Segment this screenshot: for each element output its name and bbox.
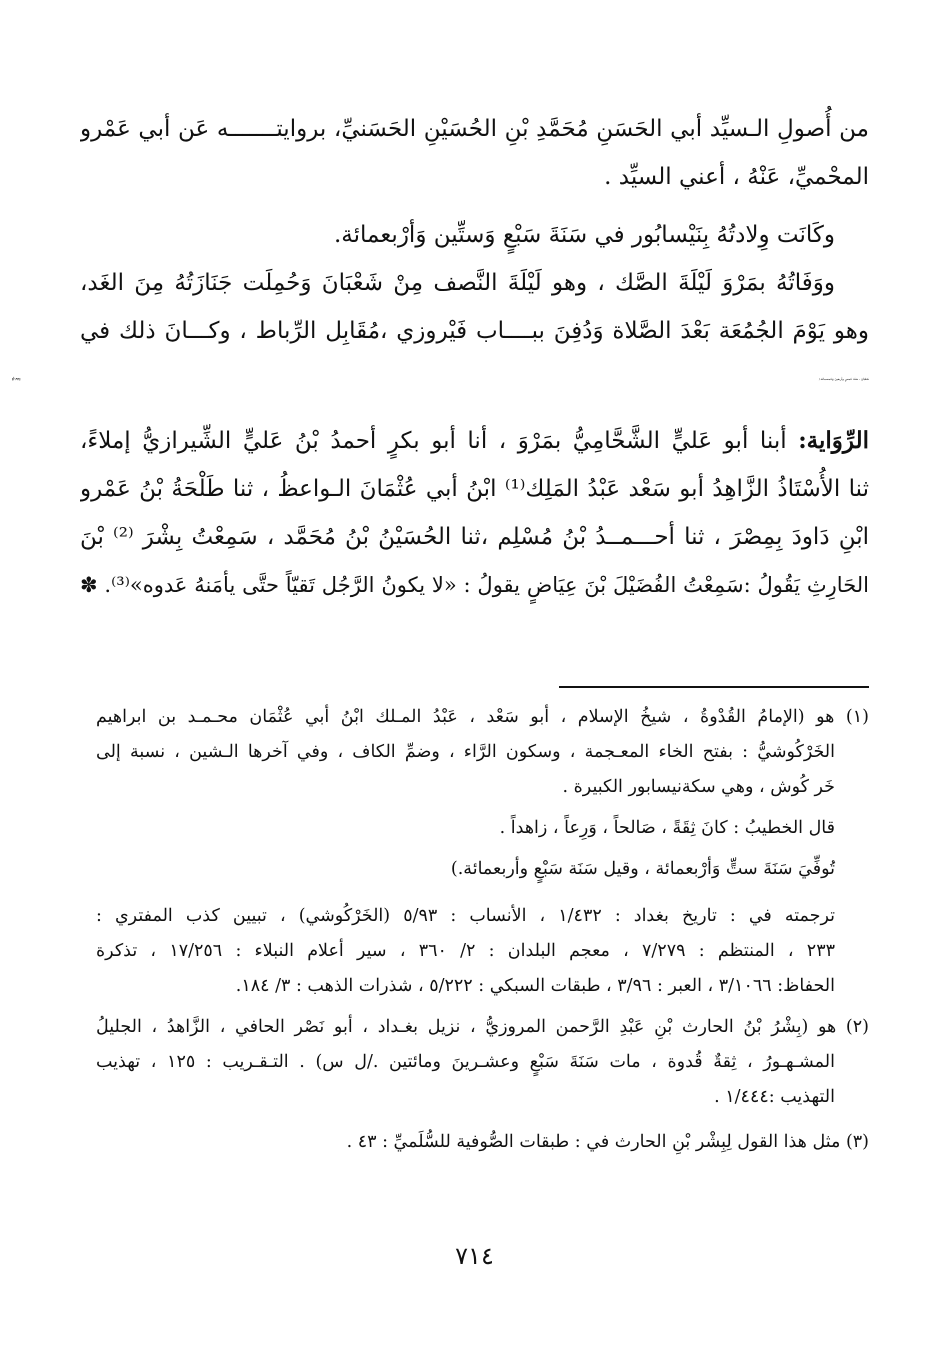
text-line: الحَارِثِ يَقُولُ :سَمِعْتُ الفُضَيْلَ بْنَ عِيَاضٍ يقولُ : «لا يكونُ الرَّجُل تَقيّاً حتَّى يأمَنهُ عَدوه»⁽³⁾. ✽ (80, 573, 869, 597)
text-line: من أُصولِ الـسيِّد أبي الحَسَنِ مُحَمَّدِ بْنِ الحُسَيْنِ الحَسَنيِّ، بروايتـــــــه عَن أبي عَمْرو (80, 116, 869, 142)
footnote-line: (١) هو (الإمامُ القُدْوةُ ، شيخُ الإسلام ، أبو سَعْد ، عَبْدُ المـلك ابْنُ أبي عُثْمَان محـمـد بن ابراهيم (96, 707, 869, 727)
footnote-line: قال الخطيبُ : كانَ ثِقَةً ، صَالحاً ، وَرِعاً ، زاهداً . (499, 818, 835, 838)
text-line (12, 355, 869, 403)
riwaya-label: الرِّوَاية: (798, 427, 869, 454)
text-segment: أبنا أبو عَليٍّ الشَّحَّامِيُّ بمَرْوَ ، أنا أبو بكرٍ أحمدُ بْنُ عَليٍّ الشِّيرازيُّ إملاءً، (80, 428, 799, 454)
main-text (12, 105, 869, 609)
footnote-line: الخَرْكُوشيُّ : بفتح الخاء المعـجمة ، وسكون الرَّاء ، وضمِّ الكاف ، وفي آخرها الـشين ، نسبة إلى (96, 742, 835, 762)
text-line: ووَفَاتُهُ بمَرْوَ لَيْلَةَ الصَّك ، وهو لَيْلَةَ النَّصف مِنْ شَعْبَانَ وَحُمِلَت جَنَازَتُهُ مِنَ الغَد، (80, 270, 835, 296)
text-line: ابْنِ دَاودَ بِمِصْرَ ، ثنا أحـــمــدُ بْنُ مُسْلِم ،ثنا الحُسَيْنُ بْنُ مُحَمَّد ، سَمِعْتُ بِشْرَ ⁽²⁾ بْنَ (80, 524, 869, 550)
footnotes (96, 700, 869, 1160)
footnote-separator (559, 686, 869, 688)
footnote-line: ترجمته في : تاريخ بغداد : ١/٤٣٢ ، الأنساب : ٥/٩٣ (الخَرْكُوشي) ، تبيين كذب المفتري : (96, 906, 835, 926)
text-line: ثنا الأُسْتَاذُ الزَّاهِدُ أبو سَعْد عَبْدُ المَلِك⁽¹⁾ ابْنُ أبي عُثْمَانَ الـواعظُ ، ثنا طَلْحَةُ بْنُ عَمْرو (80, 476, 869, 502)
footnote-line: (٣) مثل هذا القول لِبِشْر بْنِ الحارث في : طبقات الصُّوفية للسُّلَميِّ : ٤٣ . (346, 1132, 869, 1152)
footnote-line: ٢٣٣ ، المنتظم : ٧/٢٧٩ ، معجم البلدان : ٢/ ٣٦٠ ، سير أعلام النبلاء : ١٧/٢٥٦ ، تذكرة (96, 941, 835, 961)
footnote-line: تُوفِّيَ سَنَةَ ستٍّ وَأرْبعمائة ، وقيل سَنَة سَبْعٍ وأربعمائة.) (450, 859, 835, 879)
text-line: وكَانَت وِلادتُهُ بِنَيْسابُور في سَنَةَ سَبْعٍ وَستِّين وَأرْبعمائة. (333, 222, 835, 248)
footnote-line: (٢) هو (بِشْرُ بْنُ الحارث بْنِ عَبْدِ الرَّحمن المروزيُّ ، نزيل بغـداد ، أبو نَصْر الحافي ، الزَّاهدُ ، الجليلُ (96, 1017, 869, 1037)
text-segment: شَعْبَانَ ، سَنَةَ خَمسٍ وأربعينَ وَخَمسمائة./ (818, 377, 869, 381)
folio-marker: [١٩٢أ] (12, 377, 21, 381)
page-number: ٧١٤ (455, 1242, 494, 1270)
footnote-line: المشـهـورُ ، ثِقةٌ قُدوة ، مات سَنَةَ سَبْعٍ وعشـرينَ ومائتين ./ل س) . التـقـريب : ١٢٥ ، تهذيب (96, 1052, 835, 1072)
footnote-line: الحفاظ: ٣/١٠٦٦ ، العبر : ٣/٩٦ ، طبقات السبكي : ٥/٢٢٢ ، شذرات الذهب : ٣/ ١٨٤. (235, 976, 835, 996)
footnote-line: التهذيب :١/٤٤٤ . (714, 1087, 835, 1107)
text-line: وهو يَوْمَ الجُمُعَة بَعْدَ الصَّلاة وَدُفِنَ ببــــاب فَيْروزي ،مُقَابِل الرِّباط ، وكـــانَ ذلك في (80, 318, 869, 344)
footnote-line: خَر كُوش ، وهي سكةنيسابور الكبيرة . (562, 777, 835, 797)
text-line: المحْميِّ، عَنْهُ ، أعني السيِّد . (604, 164, 869, 190)
text-line (80, 417, 869, 465)
